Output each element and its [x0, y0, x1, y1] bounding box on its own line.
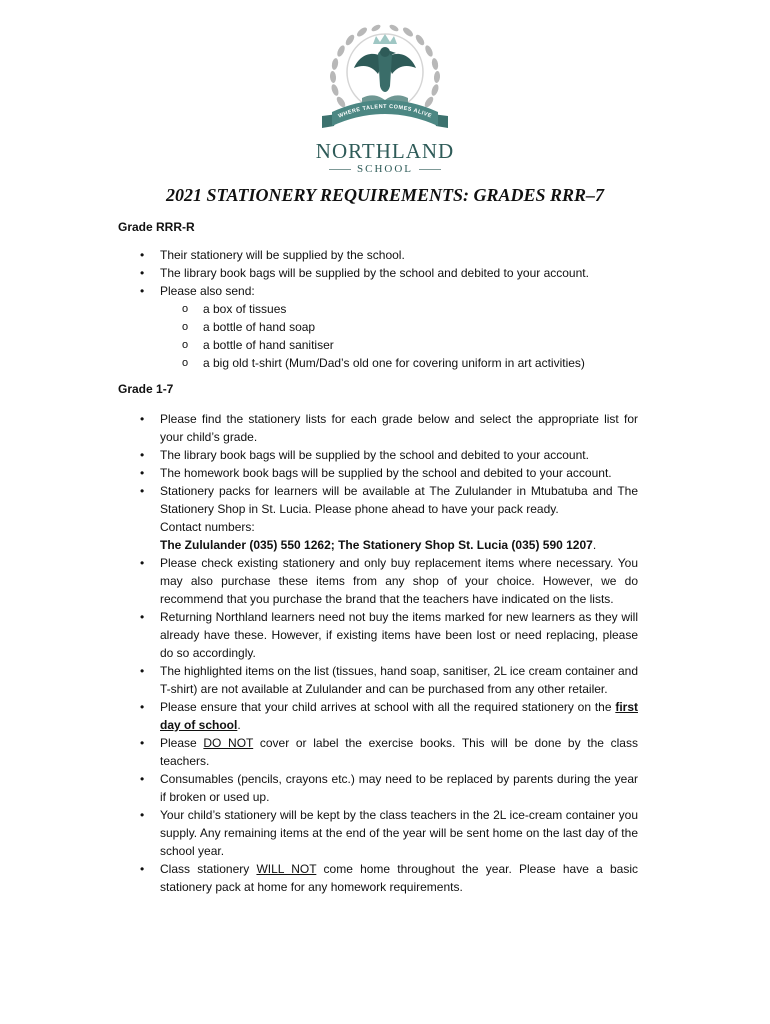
list-item-text: cover or label the exercise books. This will be done by the class teachers.	[160, 736, 638, 768]
list-item: • The homework book bags will be supplied by the school and debited to your account.	[118, 464, 638, 482]
sub-list-item: o a bottle of hand soap	[160, 318, 638, 336]
emphasis-will-not: WILL NOT	[256, 862, 317, 876]
punctuation: .	[592, 538, 597, 552]
document-title: 2021 STATIONERY REQUIREMENTS: GRADES RRR–7	[165, 185, 605, 205]
list-item: • The highlighted items on the list (tissues, hand soap, sanitiser, 2L ice cream container and T-shirt) are not available at Zululander and can be purchased from any other retailer.	[118, 662, 638, 698]
list-item	[118, 860, 638, 896]
section1-list	[118, 246, 638, 372]
emphasis-do-not: DO NOT	[203, 736, 254, 750]
list-item: • Your child’s stationery will be kept by the class teachers in the 2L ice-cream container you supply. Any remaining items at the end of the year will be sent home on the last day of the school year.	[118, 806, 638, 860]
school-subtitle: SCHOOL	[356, 163, 413, 175]
list-item-text: Class stationery	[160, 862, 257, 876]
contact-label: Contact numbers:	[160, 520, 255, 534]
sub-list	[160, 300, 638, 372]
list-item: • The library book bags will be supplied by the school and debited to your account.	[118, 446, 638, 464]
list-item: • Returning Northland learners need not buy the items marked for new learners as they will already have these. However, if existing items have been lost or need replacing, please do so accordingly.	[118, 608, 638, 662]
section2-list	[118, 410, 638, 896]
section-heading-grade-rrr-r: Grade RRR-R	[118, 220, 195, 234]
list-item: • Please check existing stationery and only buy replacement items where necessary. You may also purchase these items from any shop of your choice. However, we do recommend that you purchase the brand that the teachers have indicated on the lists.	[118, 554, 638, 608]
list-item	[118, 282, 638, 372]
punctuation: .	[237, 718, 241, 732]
document-body	[118, 218, 638, 896]
school-name: NORTHLAND	[315, 139, 455, 163]
list-item-text: Please ensure that your child arrives at school with all the required stationery on the	[160, 700, 616, 714]
list-item	[118, 734, 638, 770]
section-heading-grade-1-7: Grade 1-7	[118, 382, 174, 396]
emphasis-first-day: first day of school	[160, 700, 638, 732]
divider-right	[419, 169, 441, 170]
list-item: • The library book bags will be supplied by the school and debited to your account.	[118, 264, 638, 282]
list-item	[118, 698, 638, 734]
sub-list-item: o a bottle of hand sanitiser	[160, 336, 638, 354]
sub-list-item: o a box of tissues	[160, 300, 638, 318]
list-item-text: Stationery packs for learners will be available at The Zululander in Mtubatuba and The Stationery Shop in St. Lucia. Please phone ahead to have your pack ready.	[160, 484, 638, 516]
contact-numbers: The Zululander (035) 550 1262; The Stationery Shop St. Lucia (035) 590 1207	[160, 538, 593, 552]
logo-text	[300, 140, 470, 175]
list-item: • Consumables (pencils, crayons etc.) may need to be replaced by parents during the year if broken or used up.	[118, 770, 638, 806]
divider-left	[329, 169, 351, 170]
list-item-text: Please also send:	[160, 284, 255, 298]
list-item: • Please find the stationery lists for each grade below and select the appropriate list for your child’s grade.	[118, 410, 638, 446]
list-item: • Their stationery will be supplied by the school.	[118, 246, 638, 264]
list-item	[118, 482, 638, 554]
list-item-text: Please	[160, 736, 204, 750]
list-item-text: come home throughout the year. Please have a basic stationery pack at home for any homework requirements.	[160, 862, 638, 894]
logo-motto: WHERE TALENT COMES ALIVE	[337, 103, 433, 120]
sub-list-item: o a big old t-shirt (Mum/Dad’s old one for covering uniform in art activities)	[160, 354, 638, 372]
